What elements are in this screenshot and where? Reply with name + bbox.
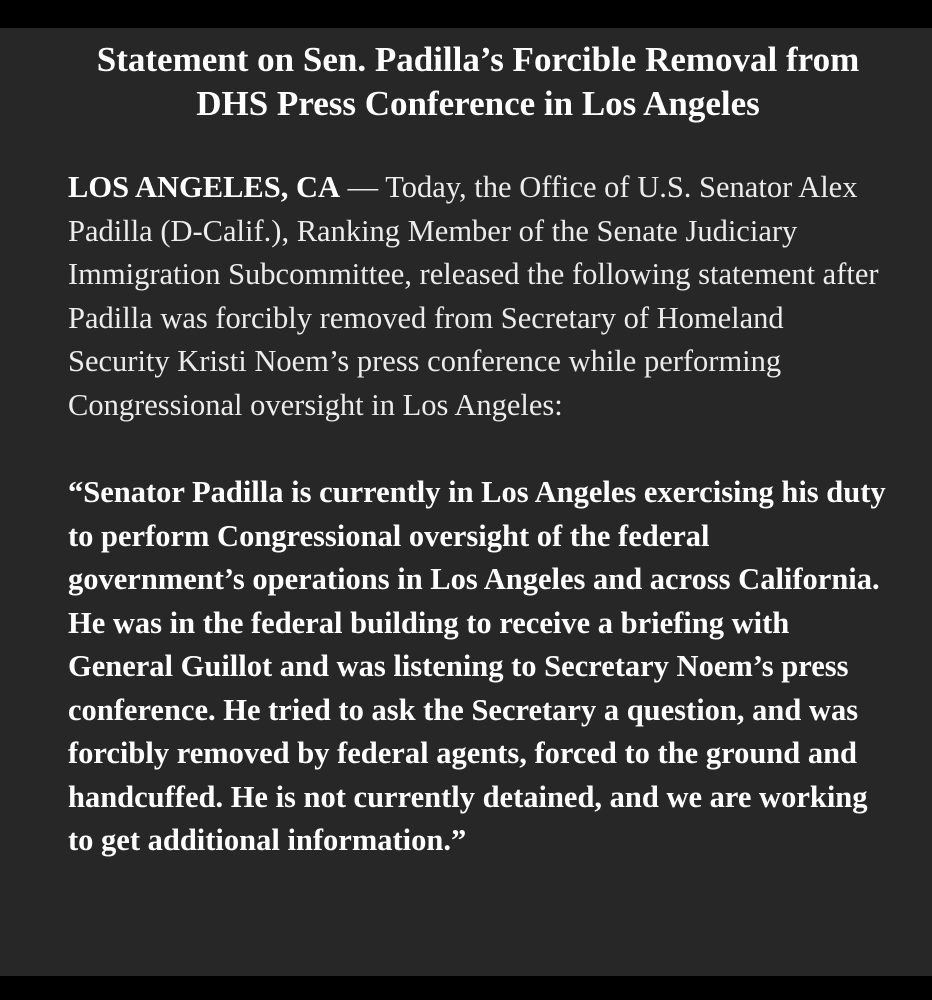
statement-title: Statement on Sen. Padilla’s Forcible Removal from DHS Press Conference in Los Angeles bbox=[96, 40, 860, 123]
intro-paragraph bbox=[68, 166, 888, 427]
statement-content bbox=[68, 28, 888, 863]
statement-panel bbox=[0, 28, 932, 976]
intro-text: Today, the Office of U.S. Senator Alex Padilla (D-Calif.), Ranking Member of the Senate Judiciary Immigration Subcommittee, released the following statement after Padilla was forcibly removed from Secretary of Homeland Security Kristi Noem’s press conference while performing Congressional oversight in Los Angeles: bbox=[68, 170, 879, 422]
em-dash: — bbox=[340, 170, 386, 204]
dateline: LOS ANGELES, CA bbox=[68, 170, 341, 204]
quote-paragraph: “Senator Padilla is currently in Los Angeles exercising his duty to perform Congressional oversight of the federal government’s operations in Los Angeles and across California. He was in the federal building to receive a briefing with General Guillot and was listening to Secretary Noem’s press conference. He tried to ask the Secretary a question, and was forcibly removed by federal agents, forced to the ground and handcuffed. He is not currently detained, and we are working to get additional information.” bbox=[68, 475, 886, 857]
